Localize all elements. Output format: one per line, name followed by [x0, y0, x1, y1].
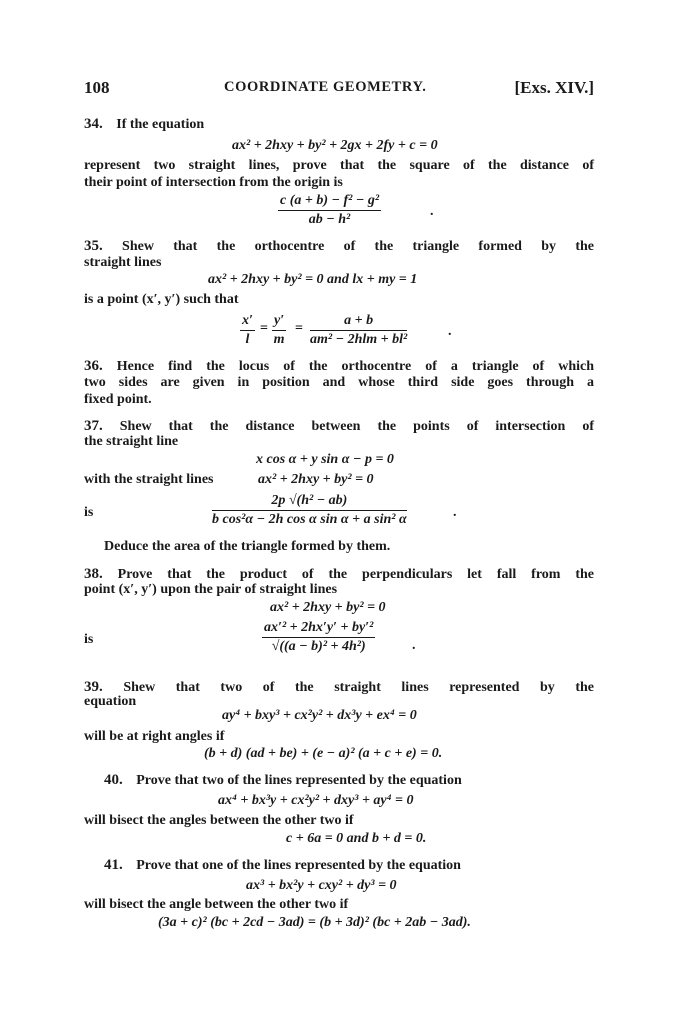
exercise-number: 40. [104, 772, 123, 788]
fraction-denominator: ab − h² [308, 212, 351, 227]
exercise-37-fraction: $\frac{\text{2p √(h² − ab)}}{\text{b cos²α − 2h cos α sin α + a sin² α}}$ [212, 493, 407, 527]
exercise-35-equation: ax² + 2hxy + by² = 0 and lx + my = 1 [208, 272, 418, 287]
exercise-38-is: is [84, 632, 94, 647]
exercise-38-fraction: $\frac{\text{ax′² + 2hx′y′ + by′²}}{\text{√((a − b)² + 4h²)}}$ [264, 620, 374, 654]
exercise-40-equation-1: ax⁴ + bx³y + cx²y² + dxy³ + ay⁴ = 0 [218, 793, 414, 808]
exercise-39-text: equation [84, 694, 137, 709]
exercise-37-text: with the straight lines [84, 472, 214, 487]
exercise-39-text: will be at right angles if [84, 729, 225, 744]
exercise-37-equation-1: x cos α + y sin α − p = 0 [256, 452, 394, 467]
exercise-36-intro: 36. Hence find the locus of the orthocentre of a triangle of which [84, 358, 594, 374]
exercise-37-is: is [84, 505, 94, 520]
page-header [84, 78, 594, 100]
exercise-37-text: Deduce the area of the triangle formed by them. [104, 539, 391, 554]
exercise-39-equation-2: (b + d) (ad + be) + (e − a)² (a + c + e) = 0. [204, 746, 443, 761]
exercise-37-text: the straight line [84, 434, 179, 449]
exercise-34-equation: ax² + 2hxy + by² + 2gx + 2fy + c = 0 [232, 138, 438, 153]
exercise-number: 38. [84, 566, 103, 582]
exercise-40-text: will bisect the angles between the other two if [84, 813, 354, 828]
exercise-38-text: point (x′, y′) upon the pair of straight lines [84, 582, 338, 597]
exercise-34-text: represent two straight lines, prove that the square of the distance of [84, 158, 594, 173]
exercise-36-text: two sides are given in position and whose third side goes through a [84, 375, 594, 390]
running-title: COORDINATE GEOMETRY. [224, 79, 427, 95]
exercise-41-equation-2: (3a + c)² (bc + 2cd − 3ad) = (b + 3d)² (bc + 2ab − 3ad). [158, 915, 471, 930]
exercise-41-text: will bisect the angle between the other two if [84, 897, 349, 912]
exercise-38-intro: 38. Prove that the product of the perpendiculars let fall from the [84, 566, 595, 582]
exercise-41-equation-1: ax³ + bx²y + cxy² + dy³ = 0 [246, 878, 397, 893]
exercise-40-intro: 40. Prove that two of the lines represented by the equation [104, 772, 462, 788]
fraction-numerator: c (a + b) − f² − g² [278, 193, 381, 211]
exercise-number: 35. [84, 238, 103, 254]
exercise-number: 37. [84, 418, 103, 434]
page-number: 108 [84, 78, 110, 97]
book-page: 108 COORDINATE GEOMETRY. [Exs. XIV.] 34. If the equation ax² + 2hxy + by² + 2gx + 2fy + c = 0 represent two straight lines, prove that the square of the distance of their point of intersection from the origin is $\frac{\text{c (a + b) − f² − g²}}{\text{ab − h²}}$ . 35. Shew that the orthocentre of the triangle formed by the straight lines ax² + 2hxy + by² = 0 and lx + my = 1 is a point (x′, y′) such that $\frac{x'}{l}$ = $\frac{y'}{m}$ = a + b am² − 2hlm + bl² . 36. Hence find the locus of the orthocentre of a triangle of which two sides are given in position and whose third side goes through a fixed point. 37. Shew that the distance between the points of intersection of the straight line x cos α + y sin α − p = 0 with the straight lines ax² + 2hxy + by² = 0 is $\frac{\text{2p √(h² − ab)}}{\text{b cos²α − 2h cos α sin α + a sin² α}}$ . Deduce the area of the triangle formed by them. 38. Prove that the product of the perpendiculars let fall from the point (x′, y′) upon the pair of straight lines ax² + 2hxy + by² = 0 is $\frac{\text{ax′² + 2hx′y′ + by′²}}{\text{√((a − b)² + 4h²)}}$ . 39. Shew that two of the straight lines represented by the equation ay⁴ + bxy³ + cx²y² + dx³y + ex⁴ = 0 will be at right angles if (b + d) (ad + be) + (e − a)² (a + c + e) = 0. 40. Prove that two of the lines represented by the equation ax⁴ + bx³y + cx²y² + dxy³ + ay⁴ = 0 will bisect the angles between the other two if c + 6a = 0 and b + d = 0. 41. Prove that one of the lines represented by the equation ax³ + bx²y + cxy² + dy³ = 0 will bisect the angle between the other two if (3a + c)² (bc + 2cd − 3ad) = (b + 3d)² (bc + 2ab − 3ad). [84, 78, 595, 930]
exercise-36-text: fixed point. [84, 392, 152, 407]
exercise-34-fraction [278, 193, 381, 228]
exercise-37-equation-2: ax² + 2hxy + by² = 0 [258, 472, 374, 487]
exercise-34-intro: 34. If the equation [84, 116, 205, 132]
exercise-37-intro: 37. Shew that the distance between the points of intersection of [84, 418, 595, 434]
exercise-39-intro: 39. Shew that two of the straight lines represented by the [84, 679, 595, 695]
exercise-number: 34. [84, 116, 103, 132]
exercise-41-intro: 41. Prove that one of the lines represented by the equation [104, 857, 461, 873]
exercise-number: 39. [84, 679, 103, 695]
exercise-number: 41. [104, 857, 123, 873]
exercise-35-text: straight lines [84, 255, 162, 270]
exercise-35-fraction-1: $\frac{x'}{l}$ [242, 313, 253, 347]
exercise-35-text: is a point (x′, y′) such that [84, 292, 239, 307]
exercise-35-fraction-3: a + b am² − 2hlm + bl² [310, 313, 408, 347]
exercise-40-equation-2: c + 6a = 0 and b + d = 0. [286, 831, 427, 846]
section-label: [Exs. XIV.] [514, 78, 594, 97]
exercise-39-equation-1: ay⁴ + bxy³ + cx²y² + dx³y + ex⁴ = 0 [222, 708, 417, 723]
exercise-number: 36. [84, 358, 103, 374]
exercise-38-equation: ax² + 2hxy + by² = 0 [270, 600, 386, 615]
exercise-35-fraction-2: $\frac{y'}{m}$ [273, 313, 285, 347]
exercise-34-text: their point of intersection from the origin is [84, 175, 343, 190]
exercise-35-intro: 35. Shew that the orthocentre of the triangle formed by the [84, 238, 594, 254]
